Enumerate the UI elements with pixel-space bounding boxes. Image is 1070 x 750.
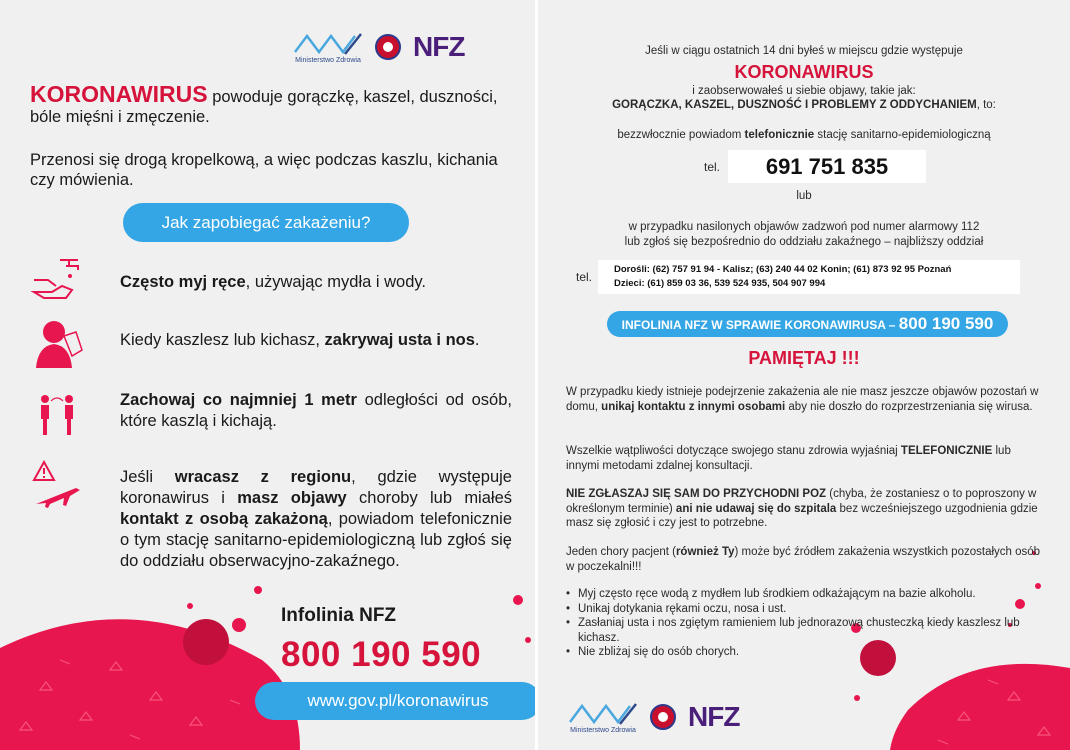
- tip-travel-text-4: , powiadom telefonicznie o tym stację sanitarno-epidemiologiczną lub zgłoś się do oddziału obserwacyjno-zakaźnego.: [120, 510, 512, 570]
- exposure-observed: i zaobserwowałeś u siebie objawy, takie jak:: [692, 85, 916, 97]
- notify-bold: telefonicznie: [744, 129, 815, 141]
- advice-phone: [566, 444, 1044, 473]
- tip-travel-text-3: choroby lub miałeś: [346, 489, 512, 507]
- ministry-logo-bottom: [568, 700, 638, 734]
- tip-cover-mouth-bold: zakrywaj usta i nos: [324, 331, 475, 349]
- advice-stay-home: [566, 385, 1044, 414]
- advice-waiting-room-text: Jeden chory pacjent (: [566, 546, 676, 558]
- social-distance-icon: [36, 393, 80, 437]
- tip-keep-distance-bold: Zachowaj co najmniej 1 metr: [120, 391, 357, 409]
- prevention-button[interactable]: Jak zapobiegać zakażeniu?: [123, 203, 409, 242]
- tel-label-ward: tel.: [576, 270, 593, 284]
- travel-warning-icon: [32, 460, 82, 510]
- advice-phone-bold: TELEFONICZNIE: [900, 445, 993, 457]
- tip-cover-mouth: [120, 330, 512, 351]
- tip-wash-hands-text: , używając mydła i wody.: [245, 273, 426, 291]
- cough-cover-icon: [34, 318, 84, 368]
- advice-waiting-room: [566, 545, 1044, 574]
- ministry-logo-caption-bottom: Ministerstwo Zdrowia: [570, 727, 636, 734]
- tip-travel-bold-2: masz objawy: [237, 489, 347, 507]
- nfz-infoline-label: INFOLINIA NFZ W SPRAWIE KORONAWIRUSA –: [621, 318, 899, 332]
- exposure-intro: Jeśli w ciągu ostatnich 14 dni byłeś w miejscu gdzie występuje: [645, 45, 963, 57]
- ward-phone-box: [598, 260, 1020, 294]
- symptoms-line: [538, 98, 1070, 113]
- tip-wash-hands: [120, 272, 512, 293]
- ministry-logo-mark-icon: [293, 30, 363, 56]
- or-label: lub: [796, 190, 812, 202]
- adults-phones[interactable]: Dorośli: (62) 757 91 94 - Kalisz; (63) 240 44 02 Konin; (61) 873 92 95 Poznań: [614, 264, 952, 275]
- list-item: • Myj często ręce wodą z mydłem lub środkiem odkażającym na bazie alkoholu.: [566, 587, 1044, 602]
- list-item: • Unikaj dotykania rękami oczu, nosa i ust.: [566, 602, 1044, 617]
- list-item: • Zasłaniaj usta i nos zgiętym ramieniem lub jednorazową chusteczką kiedy kaszlesz lub kichasz.: [566, 616, 1044, 645]
- transmission-paragraph: Przenosi się drogą kropelkową, a więc podczas kaszlu, kichania czy mówienia.: [30, 151, 498, 189]
- nfz-logo: NFZ: [413, 31, 465, 62]
- tip-cover-mouth-end: .: [474, 331, 480, 349]
- exposure-keyword: KORONAWIRUS: [734, 62, 874, 82]
- notify-text-end: stację sanitarno-epidemiologiczną: [814, 129, 991, 141]
- nfz-infoline-number: 800 190 590: [898, 314, 994, 333]
- tip-cover-mouth-text: Kiedy kaszlesz lub kichasz,: [120, 331, 325, 349]
- symptoms-tail: , to:: [976, 99, 996, 111]
- advice-waiting-room-bold: również Ty: [675, 546, 735, 558]
- ministry-logo-mark-bottom-icon: [568, 700, 638, 726]
- logo-group-top-left: [293, 30, 464, 64]
- tip-wash-hands-bold: Często myj ręce: [120, 273, 246, 291]
- infoline-number[interactable]: 800 190 590: [281, 635, 482, 674]
- children-phones[interactable]: Dzieci: (61) 859 03 36, 539 524 935, 504 907 994: [614, 278, 826, 289]
- advice-phone-end: lub innymi metodami zdalnej konsultacji.: [566, 445, 1011, 472]
- severe-symptoms-line-2: lub zgłoś się bezpośrednio do oddziału zakaźnego – najbliższy oddział: [624, 236, 984, 248]
- logo-group-bottom-right: [568, 700, 739, 734]
- advice-no-clinic-bold-2: ani nie udawaj się do szpitala: [675, 502, 837, 515]
- list-item: • Nie zbliżaj się do osób chorych.: [566, 645, 1044, 660]
- hand-washing-icon: [30, 258, 86, 300]
- hygiene-bullet-list: [566, 587, 1044, 660]
- infoline-title: Infolinia NFZ: [281, 605, 397, 626]
- symptoms-list: GORĄCZKA, KASZEL, DUSZNOŚĆ I PROBLEMY Z ODDYCHANIEM: [612, 99, 977, 111]
- advice-stay-home-text: W przypadku kiedy istnieje podejrzenie zakażenia ale nie masz jeszcze objawów pozostań w domu,: [566, 386, 1039, 413]
- website-link[interactable]: www.gov.pl/koronawirus: [255, 682, 535, 720]
- tip-travel-text-1: Jeśli: [120, 468, 175, 486]
- tip-keep-distance-text: odległości od osób, które kaszlą i kichają.: [120, 391, 512, 430]
- remember-heading: PAMIĘTAJ !!!: [748, 348, 860, 368]
- severe-symptoms-line-1: w przypadku nasilonych objawów zadzwoń pod numer alarmowy 112: [628, 221, 980, 233]
- ministry-logo: [293, 30, 363, 64]
- sanitary-inspection-seal-icon: [375, 34, 401, 60]
- ministry-logo-caption: Ministerstwo Zdrowia: [295, 57, 361, 64]
- notify-line: [538, 128, 1070, 143]
- advice-no-clinic-text-1: (chyba, że zostaniesz o to poproszony w określonym terminie): [566, 488, 1037, 515]
- advice-waiting-room-end: ) może być źródłem zakażenia wszystkich pozostałych osób w poczekalni!!!: [566, 546, 1041, 573]
- advice-no-clinic-bold-1: NIE ZGŁASZAJ SIĘ SAM DO PRZYCHODNI POZ: [566, 488, 827, 500]
- advice-stay-home-bold: unikaj kontaktu z innymi osobami: [601, 400, 786, 413]
- advice-phone-text: Wszelkie wątpliwości dotyczące swojego stanu zdrowia wyjaśniaj: [566, 445, 901, 457]
- tel-label: tel.: [704, 160, 721, 174]
- intro-text: powoduje gorączkę, kaszel, duszności, bóle mięśni i zmęczenie.: [30, 88, 498, 126]
- nfz-infoline-banner[interactable]: [607, 311, 1008, 337]
- advice-no-clinic-text-2: bez wcześniejszego uzgodnienia gdzie masz się zgłosić i czy jest to potrzebne.: [566, 502, 1038, 529]
- intro-keyword: KORONAWIRUS: [30, 81, 208, 107]
- advice-no-clinic: [566, 487, 1044, 531]
- nfz-logo-bottom: NFZ: [688, 701, 740, 732]
- sanepid-phone-number[interactable]: 691 751 835: [728, 150, 926, 183]
- notify-text: bezzwłocznie powiadom: [617, 129, 745, 141]
- sanitary-inspection-seal-bottom-icon: [650, 704, 676, 730]
- tip-travel-text-2: , gdzie występuje koronawirus i: [120, 468, 512, 507]
- intro-paragraph: [30, 81, 520, 127]
- tip-travel-bold-3: kontakt z osobą zakażoną: [120, 510, 328, 528]
- tip-travel-bold-1: wracasz z regionu: [174, 468, 352, 486]
- tip-returning-traveller: [120, 467, 512, 572]
- advice-stay-home-end: aby nie doszło do rozprzestrzeniania się wirusa.: [785, 400, 1033, 413]
- tip-keep-distance: [120, 390, 512, 432]
